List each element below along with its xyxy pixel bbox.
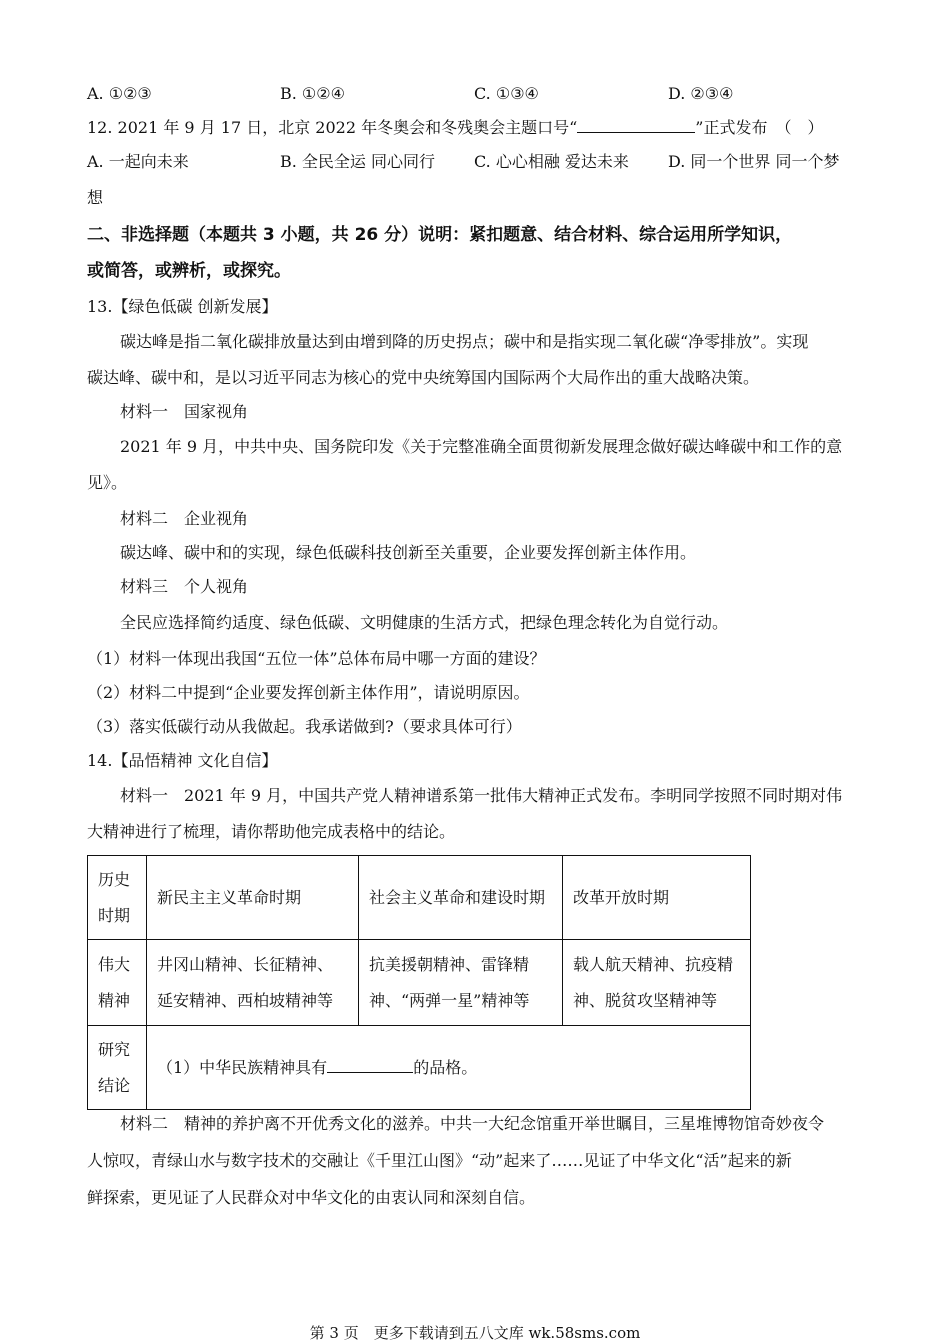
q13-intro-line1: 碳达峰是指二氧化碳排放量达到由增到降的历史拐点；碳中和是指实现二氧化碳“净零排放”。实现 xyxy=(120,332,809,351)
table-row-conclusion xyxy=(88,1026,751,1110)
q14-material2-line1: 材料二 精神的养护离不开优秀文化的滋养。中共一大纪念馆重开举世瞩目，三星堆博物馆奇妙夜令 xyxy=(120,1114,825,1133)
q13-intro-line2: 碳达峰、碳中和，是以习近平同志为核心的党中央统筹国内国际两个大局作出的重大战略决策。 xyxy=(87,368,760,387)
q12-option-a: A. 一起向未来 xyxy=(87,152,189,171)
table-cell-conclusion xyxy=(147,1026,751,1110)
conclusion-text-after: 的品格。 xyxy=(413,1057,478,1077)
period-label-line2: 时期 xyxy=(98,905,131,925)
q12-option-d: D. 同一个世界 同一个梦 xyxy=(668,152,840,171)
q12-stem xyxy=(87,118,823,138)
spirits-col2-line1: 抗美援朝精神、雷锋精 xyxy=(369,954,530,974)
q14-material2-line3: 鲜探索，更见证了人民群众对中华文化的由衷认同和深刻自信。 xyxy=(87,1188,536,1207)
q12-stem-before: 12. 2021 年 9 月 17 日，北京 2022 年冬奥会和冬残奥会主题口号“ xyxy=(87,118,578,137)
section2-heading-line2: 或简答，或辨析，或探究。 xyxy=(87,261,291,281)
q13-material2-label: 材料二 企业视角 xyxy=(120,509,249,528)
table-cell-period-new-democratic: 新民主主义革命时期 xyxy=(147,856,359,940)
q13-title: 13.【绿色低碳 创新发展】 xyxy=(87,297,278,316)
q12-answer-blank xyxy=(577,118,695,133)
q12-option-c: C. 心心相融 爱达未来 xyxy=(474,152,629,171)
table-cell-period-label xyxy=(88,856,147,940)
q12-option-d-wrap: 想 xyxy=(87,188,104,207)
table-row-header xyxy=(88,856,751,940)
table-row-spirits xyxy=(88,940,751,1026)
q13-material3-text: 全民应选择简约适度、绿色低碳、文明健康的生活方式，把绿色理念转化为自觉行动。 xyxy=(120,613,729,632)
page-footer: 第 3 页 更多下载请到五八文库 wk.58sms.com xyxy=(309,1324,641,1342)
q11-option-b: B. ①②④ xyxy=(280,84,345,103)
spirit-table xyxy=(87,855,751,1110)
spirits-col2-line2: 神、“两弹一星”精神等 xyxy=(369,990,530,1010)
q11-option-c: C. ①③④ xyxy=(474,84,539,103)
q14-material2-line2: 人惊叹，青绿山水与数字技术的交融让《千里江山图》“动”起来了……见证了中华文化“活”起来的新 xyxy=(87,1151,792,1170)
table-cell-spirits-col3 xyxy=(563,940,751,1026)
table-cell-period-socialist: 社会主义革命和建设时期 xyxy=(359,856,563,940)
spirits-col1-line1: 井冈山精神、长征精神、 xyxy=(157,954,334,974)
spirit-label-line1: 伟大 xyxy=(98,954,131,974)
q13-material1-line2: 见》。 xyxy=(87,473,128,492)
q13-material1-label: 材料一 国家视角 xyxy=(120,402,249,421)
q12-stem-after: ”正式发布 （ ） xyxy=(695,118,824,137)
table-cell-conclusion-label xyxy=(88,1026,147,1110)
section2-heading-line1: 二、非选择题（本题共 3 小题，共 26 分）说明：紧扣题意、结合材料、综合运用所学知识， xyxy=(87,225,793,245)
conclusion-answer-blank xyxy=(327,1058,413,1073)
table-cell-period-reform: 改革开放时期 xyxy=(563,856,751,940)
conclusion-text-before: （1）中华民族精神具有 xyxy=(157,1057,328,1077)
q12-option-b: B. 全民全运 同心同行 xyxy=(280,152,436,171)
conclusion-label-line1: 研究 xyxy=(98,1039,131,1059)
q13-material3-label: 材料三 个人视角 xyxy=(120,577,249,596)
q14-title: 14.【品悟精神 文化自信】 xyxy=(87,751,278,770)
table-cell-spirits-col1 xyxy=(147,940,359,1026)
period-label-line1: 历史 xyxy=(98,869,131,889)
q11-option-d: D. ②③④ xyxy=(668,84,734,103)
spirits-col1-line2: 延安精神、西柏坡精神等 xyxy=(157,990,334,1010)
q13-material2-text: 碳达峰、碳中和的实现，绿色低碳科技创新至关重要，企业要发挥创新主体作用。 xyxy=(120,543,697,562)
q11-option-a: A. ①②③ xyxy=(87,84,152,103)
table-cell-spirits-col2 xyxy=(359,940,563,1026)
spirits-col3-line2: 神、脱贫攻坚精神等 xyxy=(573,990,718,1010)
q13-subquestion-2: （2）材料二中提到“企业要发挥创新主体作用”，请说明原因。 xyxy=(87,683,530,702)
q13-subquestion-1: （1）材料一体现出我国“五位一体”总体布局中哪一方面的建设？ xyxy=(87,649,546,668)
conclusion-label-line2: 结论 xyxy=(98,1075,131,1095)
q14-material1-line2: 大精神进行了梳理，请你帮助他完成表格中的结论。 xyxy=(87,822,456,841)
table-cell-spirit-label xyxy=(88,940,147,1026)
spirits-col3-line1: 载人航天精神、抗疫精 xyxy=(573,954,734,974)
q14-material1-line1: 材料一 2021 年 9 月，中国共产党人精神谱系第一批伟大精神正式发布。李明同学按照不同时期对伟 xyxy=(120,786,843,805)
q13-material1-line1: 2021 年 9 月，中共中央、国务院印发《关于完整准确全面贯彻新发展理念做好碳达峰碳中和工作的意 xyxy=(120,437,843,456)
q13-subquestion-3: （3）落实低碳行动从我做起。我承诺做到?（要求具体可行） xyxy=(87,717,522,736)
spirit-label-line2: 精神 xyxy=(98,990,131,1010)
